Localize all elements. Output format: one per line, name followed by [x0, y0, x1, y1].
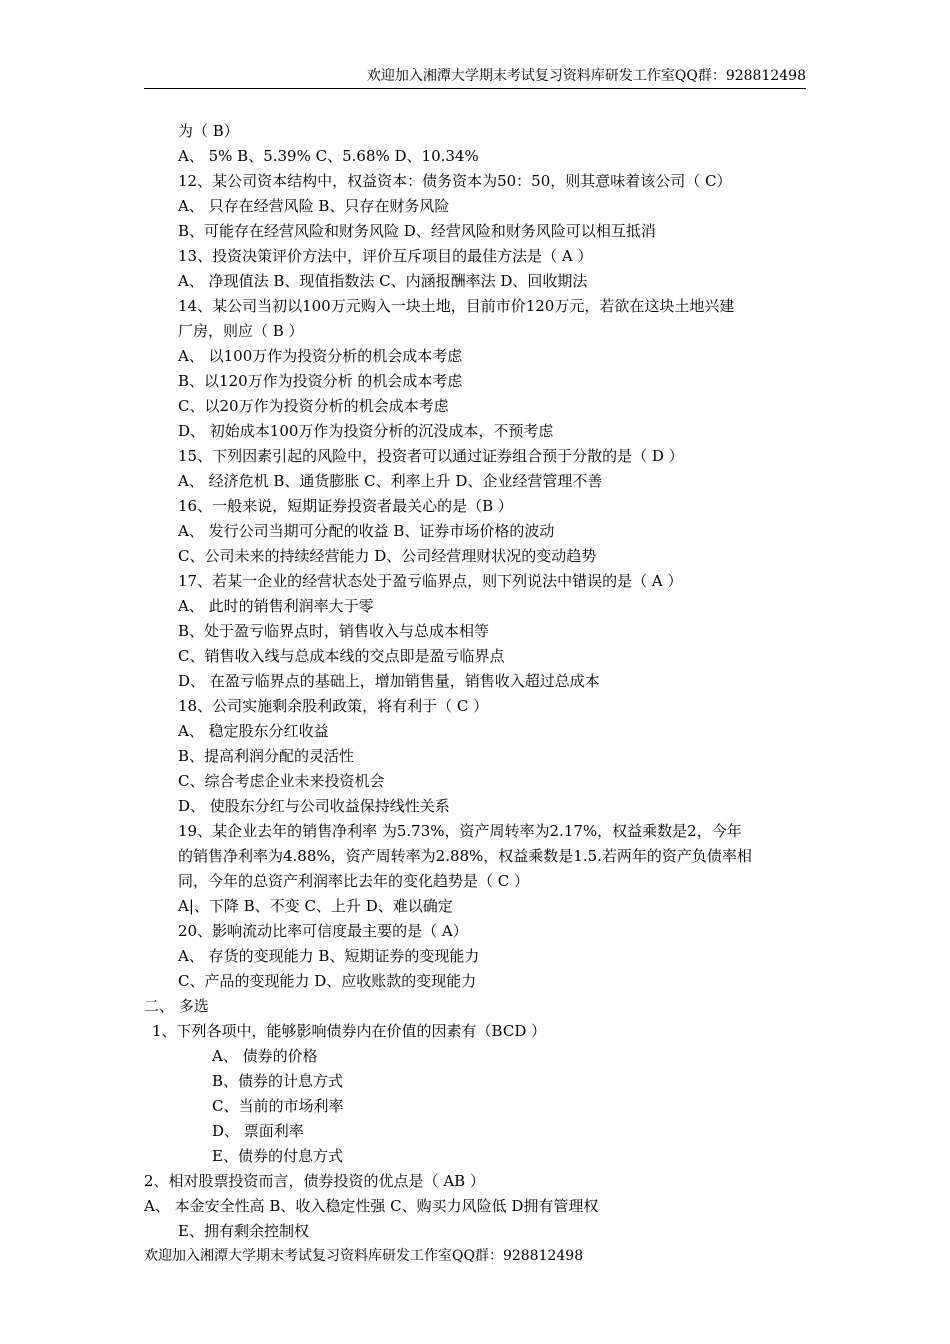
text-line: C、当前的市场利率 [212, 1097, 344, 1115]
text-line: B、以120万作为投资分析 的机会成本考虑 [178, 372, 463, 390]
text-line: 为（ B） [178, 122, 239, 140]
text-line: A、 稳定股东分红收益 [178, 722, 329, 740]
text-line: 16、一般来说，短期证券投资者最关心的是（B ） [178, 497, 513, 515]
text-line: D、 使股东分红与公司收益保持线性关系 [178, 797, 450, 815]
text-line: 14、某公司当初以100万元购入一块土地，目前市价120万元，若欲在这块土地兴建 [178, 297, 735, 315]
text-line: 厂房，则应（ B ） [178, 322, 304, 340]
text-line: C、以20万作为投资分析的机会成本考虑 [178, 397, 449, 415]
text-line: A、 经济危机 B、通货膨胀 C、利率上升 D、企业经营管理不善 [178, 472, 603, 490]
text-line: 20、影响流动比率可信度最主要的是（ A） [178, 922, 468, 940]
text-line: A、 5% B、5.39% C、5.68% D、10.34% [178, 147, 479, 165]
text-line: C、综合考虑企业未来投资机会 [178, 772, 385, 790]
text-line: 2、相对股票投资而言，债券投资的优点是（ AB ） [144, 1172, 485, 1190]
text-line: A、 只存在经营风险 B、只存在财务风险 [178, 197, 450, 215]
text-line: 18、公司实施剩余股利政策，将有利于（ C ） [178, 697, 489, 715]
text-line: E、拥有剩余控制权 [178, 1222, 309, 1240]
text-line: A、 此时的销售利润率大于零 [178, 597, 374, 615]
text-line: 1、下列各项中，能够影响债券内在价值的因素有（BCD ） [152, 1022, 547, 1040]
text-line: D、 在盈亏临界点的基础上，增加销售量，销售收入超过总成本 [178, 672, 600, 690]
text-line: 13、投资决策评价方法中，评价互斥项目的最佳方法是（ A ） [178, 247, 593, 265]
text-line: 15、下列因素引起的风险中，投资者可以通过证券组合预于分散的是（ D ） [178, 447, 684, 465]
text-line: A、 发行公司当期可分配的收益 B、证券市场价格的波动 [178, 522, 555, 540]
text-line: C、公司未来的持续经营能力 D、公司经营理财状况的变动趋势 [178, 547, 597, 565]
text-line: A|、下降 B、不变 C、上升 D、难以确定 [178, 897, 453, 915]
page-header: 欢迎加入湘潭大学期末考试复习资料库研发工作室QQ群：928812498 [366, 68, 806, 84]
text-line: B、债券的计息方式 [212, 1072, 344, 1090]
text-line: 12、某公司资本结构中，权益资本：债务资本为50：50，则其意味着该公司（ C） [178, 172, 732, 190]
text-line: E、债券的付息方式 [212, 1147, 343, 1165]
text-line: C、产品的变现能力 D、应收账款的变现能力 [178, 972, 477, 990]
text-line: D、 初始成本100万作为投资分析的沉没成本，不预考虑 [178, 422, 554, 440]
text-line: A、 债券的价格 [212, 1047, 318, 1065]
section-heading: 二、 多选 [144, 997, 209, 1015]
text-line: B、处于盈亏临界点时，销售收入与总成本相等 [178, 622, 490, 640]
text-line: B、提高利润分配的灵活性 [178, 747, 355, 765]
text-line: A、 存货的变现能力 B、短期证券的变现能力 [178, 947, 480, 965]
text-line: 19、某企业去年的销售净利率 为5.73%，资产周转率为2.17%，权益乘数是2，今年 [178, 822, 742, 840]
text-line: D、 票面利率 [212, 1122, 304, 1140]
text-line: B、可能存在经营风险和财务风险 D、经营风险和财务风险可以相互抵消 [178, 222, 656, 240]
page-footer: 欢迎加入湘潭大学期末考试复习资料库研发工作室QQ群：928812498 [144, 1248, 584, 1264]
text-line: A、 本金安全性高 B、收入稳定性强 C、购买力风险低 D拥有管理权 [144, 1197, 599, 1215]
text-line: 同，今年的总资产利润率比去年的变化趋势是（ C ） [178, 872, 530, 890]
text-line: 的销售净利率为4.88%，资产周转率为2.88%，权益乘数是1.5.若两年的资产负债率相 [178, 847, 752, 865]
text-line: A、 以100万作为投资分析的机会成本考虑 [178, 347, 463, 365]
text-line: A、 净现值法 B、现值指数法 C、内涵报酬率法 D、回收期法 [178, 272, 588, 290]
text-line: 17、若某一企业的经营状态处于盈亏临界点，则下列说法中错误的是（ A ） [178, 572, 683, 590]
text-line: C、销售收入线与总成本线的交点即是盈亏临界点 [178, 647, 505, 665]
header-divider [144, 88, 806, 89]
